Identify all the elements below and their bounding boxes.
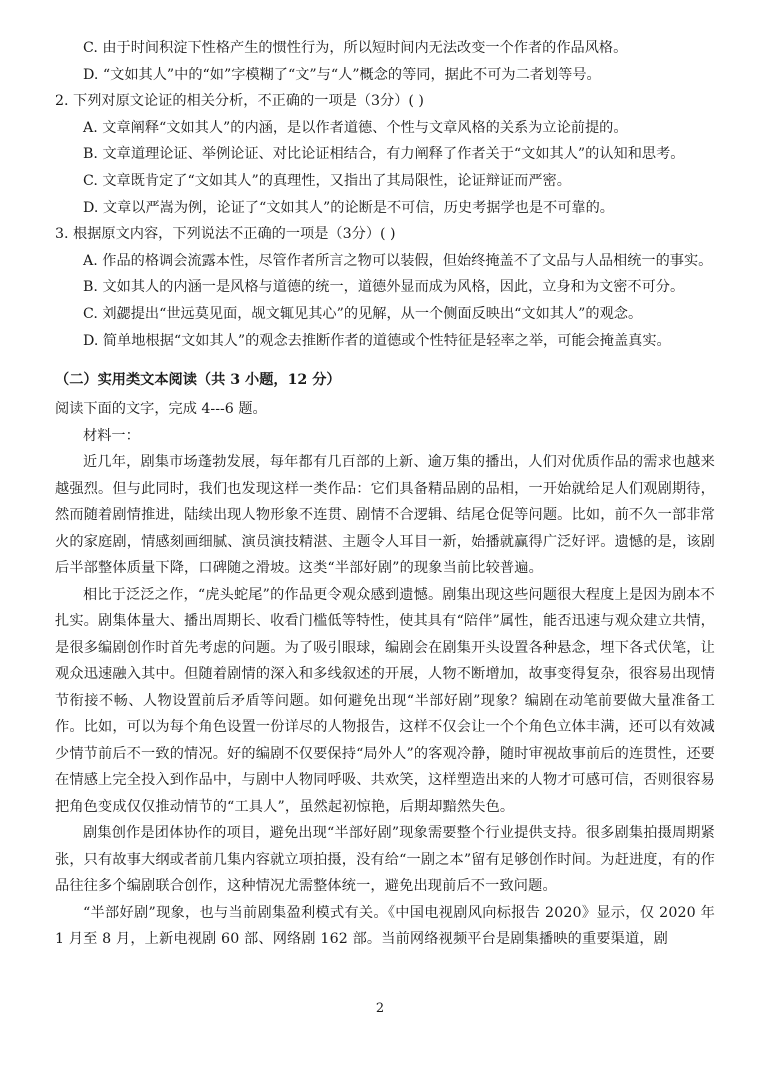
section-heading: （二）实用类文本阅读（共 3 小题，12 分） [55,371,341,388]
option-d-prev: D. “文如其人”中的“如”字模糊了“文”与“人”概念的等同，据此不可为二者划等号。 [83,66,601,83]
q2-option-b: B. 文章道理论证、举例论证、对比论证相结合，有力阐释了作者关于“文如其人”的认知和思考。 [83,146,685,163]
q2-option-d: D. 文章以严嵩为例，论证了“文如其人”的论断是不可信，历史考据学也是不可靠的。 [83,199,614,216]
material-label: 材料一： [83,427,140,444]
q3-option-c: C. 刘勰提出“世远莫见面，觇文辄见其心”的见解，从一个侧面反映出“文如其人”的观念。 [83,305,643,322]
page-content [55,38,715,953]
q3-option-b: B. 文如其人的内涵一是风格与道德的统一，道德外显而成为风格，因此，立身和为文密不可分。 [83,279,685,296]
body-paragraph: 剧集创作是团体协作的项目，避免出现“半部好剧”现象需要整个行业提供支持。很多剧集拍摄周期紧张，只有故事大纲或者前几集内容就立项拍摄，没有给“一剧之本”留有足够创作时间。为赶进度，有的作品往往多个编剧联合创作，这种情况尤需整体统一，避免出现前后不一致问题。 [55,825,715,895]
q3-option-a: A. 作品的格调会流露本性，尽管作者所言之物可以装假，但始终掩盖不了文品与人品相统一的事实。 [83,252,713,269]
section-instruction: 阅读下面的文字，完成 4---6 题。 [55,401,267,418]
body-paragraph: 近几年，剧集市场蓬勃发展，每年都有几百部的上新、逾万集的播出，人们对优质作品的需求也越来越强烈。但与此同时，我们也发现这样一类作品：它们具备精品剧的品相，一开始就给足人们观剧期待，然而随着剧情推进，陆续出现人物形象不连贯、剧情不合逻辑、结尾仓促等问题。比如，前不久一部非常火的家庭剧，情感刻画细腻、演员演技精湛、主题令人耳目一新，始播就赢得广泛好评。遗憾的是，该剧后半部整体质量下降，口碑随之滑坡。这类“半部好剧”的现象当前比较普遍。 [55,454,715,577]
q2-option-c: C. 文章既肯定了“文如其人”的真理性，又指出了其局限性，论证辩证而严密。 [83,172,571,189]
q2-option-a: A. 文章阐释“文如其人”的内涵，是以作者道德、个性与文章风格的关系为立论前提的。 [83,119,628,136]
option-c-prev: C. 由于时间积淀下性格产生的惯性行为，所以短时间内无法改变一个作者的作品风格。 [83,40,628,56]
body-paragraph: “半部好剧”现象，也与当前剧集盈利模式有关。《中国电视剧风向标报告 2020》显示，仅 2020 年 1 月至 8 月，上新电视剧 60 部、网络剧 162 部。当前网络视频平台是剧集播映的重要渠道，剧 [55,904,715,948]
question-2-stem: 2. 下列对原文论证的相关分析，不正确的一项是（3分）( ) [55,93,424,110]
page-number: 2 [375,1001,385,1016]
body-paragraph: 相比于泛泛之作，“虎头蛇尾”的作品更令观众感到遗憾。剧集出现这些问题很大程度上是因为剧本不扎实。剧集体量大、播出周期长、收看门槛低等特性，使其具有“陪伴”属性，能否迅速与观众建立共情，是很多编剧创作时首先考虑的问题。为了吸引眼球，编剧会在剧集开头设置各种悬念，埋下各式伏笔，让观众迅速融入其中。但随着剧情的深入和多线叙述的开展，人物不断增加，故事变得复杂，很容易出现情节衔接不畅、人物设置前后矛盾等问题。如何避免出现“半部好剧”现象？编剧在动笔前要做大量准备工作。比如，可以为每个角色设置一份详尽的人物报告，这样不仅会让一个个角色立体丰满，还可以有效减少情节前后不一致的情况。好的编剧不仅要保持“局外人”的客观冷静，随时审视故事前后的连贯性，还要在情感上完全投入到作品中，与剧中人物同呼吸、共欢笑，这样塑造出来的人物才可感可信，否则很容易把角色变成仅仅推动情节的“工具人”，虽然起初惊艳，后期却黯然失色。 [55,586,715,815]
q3-option-d: D. 简单地根据“文如其人”的观念去推断作者的道德或个性特征是轻率之举，可能会掩盖真实。 [83,332,671,349]
question-3-stem: 3. 根据原文内容，下列说法不正确的一项是（3分）( ) [55,226,396,243]
